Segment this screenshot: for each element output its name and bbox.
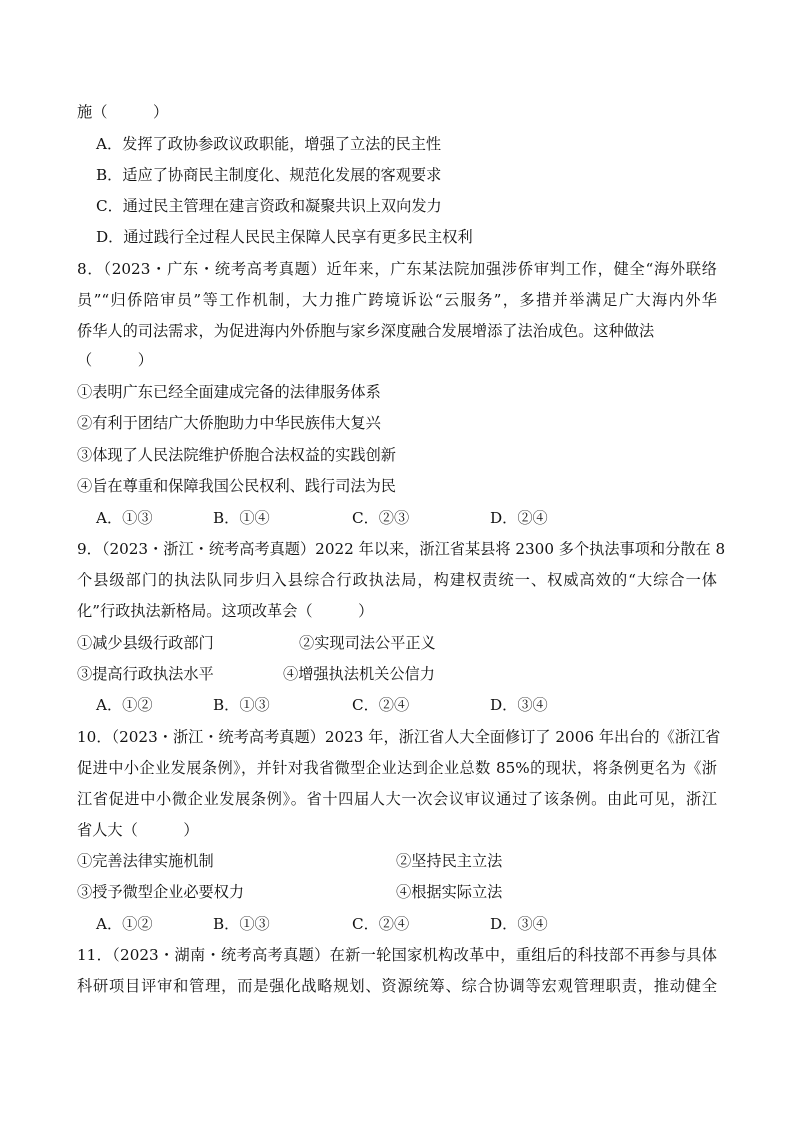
question9-statement-3: ③提高行政执法水平	[77, 665, 214, 683]
question10-stem-line4: 省人大（ ）	[77, 821, 199, 839]
question10-stem-line3: 江省促进中小微企业发展条例》。省十四届人大一次会议审议通过了该条例。由此可见，浙江	[77, 790, 717, 808]
question10-choice-a: A．①②	[96, 915, 153, 933]
question8-stem-line1: 8．（2023・广东・统考高考真题）近年来，广东某法院加强涉侨审判工作，健全“海外联络	[77, 260, 717, 278]
question10-choice-b: B．①③	[213, 915, 270, 933]
question8-statement-1: ①表明广东已经全面建成完备的法律服务体系	[77, 383, 381, 401]
question10-statement-3: ③授予微型企业必要权力	[77, 883, 245, 901]
question7-option-b: B．适应了协商民主制度化、规范化发展的客观要求	[96, 166, 442, 184]
question11-stem-line1: 11．（2023・湖南・统考高考真题）在新一轮国家机构改革中，重组后的科技部不再参与具体	[77, 946, 717, 964]
question10-statement-4: ④根据实际立法	[396, 883, 503, 901]
question9-choice-b: B．①③	[213, 696, 270, 714]
question8-answer-blank: （ ）	[77, 351, 153, 369]
question8-stem-line2: 员”“归侨陪审员”等工作机制，大力推广跨境诉讼“云服务”，多措并举满足广大海内外华	[77, 291, 717, 309]
question7-option-c: C．通过民主管理在建言资政和凝聚共识上双向发力	[96, 197, 442, 215]
question9-stem-line3: 化”行政执法新格局。这项改革会（ ）	[77, 602, 374, 620]
question8-statement-4: ④旨在尊重和保障我国公民权利、践行司法为民	[77, 477, 396, 495]
question9-choice-d: D．③④	[490, 696, 548, 714]
question9-choice-c: C．②④	[352, 696, 410, 714]
question9-statement-2: ②实现司法公平正义	[299, 634, 436, 652]
question11-stem-line2: 科研项目评审和管理，而是强化战略规划、资源统筹、综合协调等宏观管理职责，推动健全	[77, 977, 717, 995]
question7-option-d: D．通过践行全过程人民民主保障人民享有更多民主权利	[96, 228, 473, 246]
question10-choice-d: D．③④	[490, 915, 548, 933]
question9-statement-1: ①减少县级行政部门	[77, 634, 214, 652]
question9-stem-line1: 9．（2023・浙江・统考高考真题）2022 年以来，浙江省某县将 2300 多个执法事项和分散在 8	[77, 540, 726, 558]
question8-choice-c: C．②③	[352, 509, 410, 527]
question10-stem-line2: 促进中小企业发展条例》，并针对我省微型企业达到企业总数 85%的现状，将条例更名为《浙	[77, 759, 717, 777]
question10-stem-line1: 10．（2023・浙江・统考高考真题）2023 年，浙江省人大全面修订了 2006 年出台的《浙江省	[77, 728, 721, 746]
question8-stem-line3: 侨华人的司法需求，为促进海内外侨胞与家乡深度融合发展增添了法治成色。这种做法	[77, 322, 655, 340]
question10-statement-1: ①完善法律实施机制	[77, 852, 214, 870]
question8-statement-3: ③体现了人民法院维护侨胞合法权益的实践创新	[77, 446, 396, 464]
question9-statement-4: ④增强执法机关公信力	[283, 665, 435, 683]
question7-stem-tail: 施（ ）	[77, 103, 169, 121]
question7-option-a: A．发挥了政协参政议政职能，增强了立法的民主性	[96, 135, 442, 153]
question8-choice-d: D．②④	[490, 509, 548, 527]
question9-choice-a: A．①②	[96, 696, 153, 714]
question8-choice-a: A．①③	[96, 509, 153, 527]
question10-choice-c: C．②④	[352, 915, 410, 933]
question8-choice-b: B．①④	[213, 509, 270, 527]
question9-stem-line2: 个县级部门的执法队同步归入县综合行政执法局，构建权责统一、权威高效的“大综合一体	[77, 571, 717, 589]
question8-statement-2: ②有利于团结广大侨胞助力中华民族伟大复兴	[77, 414, 381, 432]
question10-statement-2: ②坚持民主立法	[396, 852, 503, 870]
